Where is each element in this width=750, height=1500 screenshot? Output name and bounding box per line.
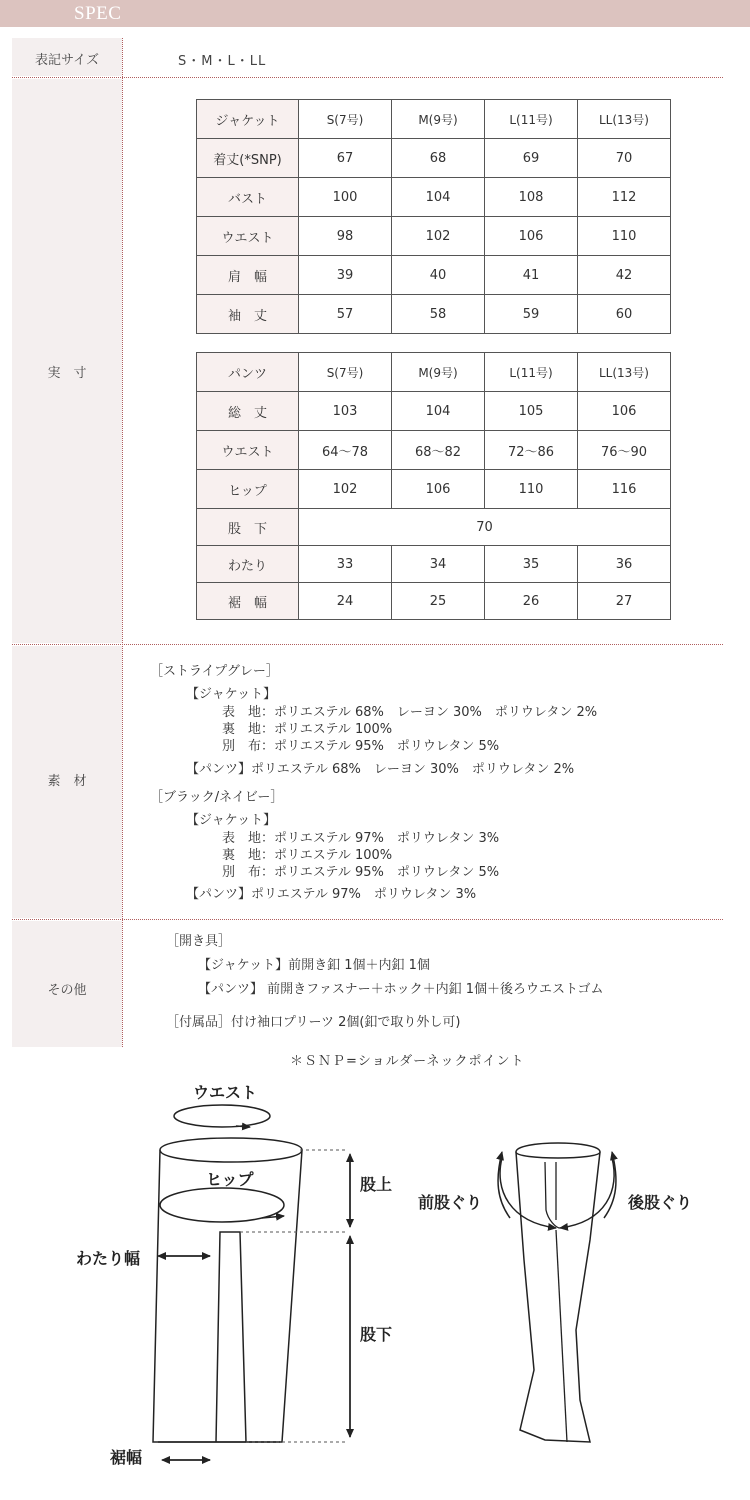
table-cell: 108 — [485, 178, 578, 217]
table-cell: 40 — [392, 256, 485, 295]
size-values: S・M・L・LL — [178, 54, 267, 69]
table-cell: 27 — [578, 583, 671, 620]
table-cell: 102 — [392, 217, 485, 256]
snp-note: ＊ＳＮＰ=ショルダーネックポイント — [290, 1054, 525, 1069]
table-cell: 25 — [392, 583, 485, 620]
other-heading: ［開き具］ — [166, 934, 232, 949]
hip-arrow-icon — [160, 1188, 284, 1222]
table-row — [197, 217, 671, 256]
actual-label: 実 寸 — [47, 366, 87, 381]
table-header-cell: S(7号) — [299, 100, 392, 139]
material-line: 【パンツ】ポリエステル 97% ポリウレタン 3% — [186, 887, 477, 902]
table-cell: 69 — [485, 139, 578, 178]
material-item-heading: 【ジャケット】 — [186, 813, 277, 828]
table-row — [197, 470, 671, 509]
table-cell: 26 — [485, 583, 578, 620]
table-cell: 59 — [485, 295, 578, 334]
back-rise-arrow-icon — [560, 1158, 614, 1228]
size-label-cell — [12, 38, 122, 76]
table-cell: 110 — [485, 470, 578, 509]
actual-label-cell — [12, 79, 122, 643]
table-cell: 36 — [578, 546, 671, 583]
other-label-cell — [12, 921, 122, 1047]
row-label: わたり — [197, 546, 299, 583]
material-item-heading: 【ジャケット】 — [186, 687, 277, 702]
table-cell: 104 — [392, 178, 485, 217]
waist-diagram-label: ウエスト — [193, 1083, 258, 1102]
pants-side-seam — [556, 1230, 567, 1442]
material-line: 表 地：ポリエステル 97% ポリウレタン 3% — [222, 831, 500, 846]
table-header-cell: パンツ — [197, 353, 299, 392]
front-rise-diagram-label: 前股ぐり — [418, 1193, 483, 1212]
row-label: バスト — [197, 178, 299, 217]
front-rise-arrow-icon — [498, 1152, 510, 1218]
table-cell: 72〜86 — [485, 431, 578, 470]
table-cell: 41 — [485, 256, 578, 295]
hem-diagram-label: 裾幅 — [110, 1448, 143, 1467]
other-line: 【パンツ】 前開きファスナー＋ホック＋内釦 1個＋後ろウエストゴム — [198, 982, 604, 997]
material-label: 素 材 — [47, 774, 87, 789]
material-line: 別 布：ポリエステル 95% ポリウレタン 5% — [222, 865, 500, 880]
table-row — [197, 295, 671, 334]
table-header-cell: M(9号) — [392, 353, 485, 392]
table-cell: 106 — [485, 217, 578, 256]
row-label: 総 丈 — [197, 392, 299, 431]
pants-waistband — [160, 1138, 302, 1162]
table-cell: 64〜78 — [299, 431, 392, 470]
table-cell: 100 — [299, 178, 392, 217]
row-label: 股 下 — [197, 509, 299, 546]
table-row — [197, 139, 671, 178]
vertical-divider — [122, 38, 123, 1047]
table-header-row — [197, 353, 671, 392]
table-row — [197, 583, 671, 620]
spec-header — [0, 0, 750, 27]
table-cell: 105 — [485, 392, 578, 431]
table-cell-merged: 70 — [299, 509, 671, 546]
pants-side-outline — [516, 1152, 600, 1442]
table-cell: 98 — [299, 217, 392, 256]
row-label: ウエスト — [197, 431, 299, 470]
table-cell: 116 — [578, 470, 671, 509]
rise-diagram-label: 股上 — [360, 1175, 393, 1194]
inseam-diagram-label: 股下 — [360, 1325, 393, 1344]
pants-table — [196, 352, 671, 620]
material-label-cell — [12, 646, 122, 918]
size-label: 表記サイズ — [35, 53, 99, 68]
pants-side-waistband — [516, 1143, 600, 1158]
row-label: ヒップ — [197, 470, 299, 509]
table-row — [197, 546, 671, 583]
table-cell: 106 — [392, 470, 485, 509]
back-rise-arrow-icon — [604, 1152, 616, 1218]
table-row — [197, 431, 671, 470]
table-cell: 68 — [392, 139, 485, 178]
table-cell: 34 — [392, 546, 485, 583]
table-cell: 112 — [578, 178, 671, 217]
pants-measurement-diagram — [0, 1070, 750, 1490]
waist-arrow-head — [236, 1126, 250, 1127]
back-rise-diagram-label: 後股ぐり — [628, 1193, 693, 1212]
row-label: 着丈(*SNP) — [197, 139, 299, 178]
table-cell: 70 — [578, 139, 671, 178]
table-cell: 68〜82 — [392, 431, 485, 470]
table-cell: 106 — [578, 392, 671, 431]
table-header-cell: LL(13号) — [578, 353, 671, 392]
table-cell: 33 — [299, 546, 392, 583]
divider — [12, 77, 723, 78]
row-label: 肩 幅 — [197, 256, 299, 295]
table-header-cell: S(7号) — [299, 353, 392, 392]
table-header-cell: L(11号) — [485, 100, 578, 139]
jacket-table — [196, 99, 671, 334]
table-header-cell: LL(13号) — [578, 100, 671, 139]
table-cell: 58 — [392, 295, 485, 334]
other-line: ［付属品］付け袖口プリーツ 2個(釦で取り外し可) — [166, 1015, 461, 1030]
table-cell: 35 — [485, 546, 578, 583]
material-color-heading: ［ストライプグレー］ — [150, 664, 279, 679]
table-cell: 76〜90 — [578, 431, 671, 470]
table-cell: 60 — [578, 295, 671, 334]
row-label: ウエスト — [197, 217, 299, 256]
table-cell: 102 — [299, 470, 392, 509]
table-header-cell: L(11号) — [485, 353, 578, 392]
table-cell: 103 — [299, 392, 392, 431]
material-line: 裏 地：ポリエステル 100% — [222, 848, 393, 863]
table-cell: 24 — [299, 583, 392, 620]
hip-arrow-head — [262, 1216, 284, 1218]
row-label: 裾 幅 — [197, 583, 299, 620]
material-line: 別 布：ポリエステル 95% ポリウレタン 5% — [222, 739, 500, 754]
thigh-diagram-label: わたり幅 — [76, 1249, 141, 1268]
front-rise-arrow-icon — [500, 1158, 556, 1228]
table-cell: 42 — [578, 256, 671, 295]
table-header-row — [197, 100, 671, 139]
table-row — [197, 256, 671, 295]
table-header-cell: M(9号) — [392, 100, 485, 139]
table-row — [197, 178, 671, 217]
material-color-heading: ［ブラック/ネイビー］ — [150, 790, 284, 805]
table-cell: 39 — [299, 256, 392, 295]
table-header-cell: ジャケット — [197, 100, 299, 139]
table-cell: 104 — [392, 392, 485, 431]
other-line: 【ジャケット】前開き釦 1個＋内釦 1個 — [198, 958, 430, 973]
spec-title: SPEC — [74, 3, 122, 24]
table-cell: 67 — [299, 139, 392, 178]
material-line: 裏 地：ポリエステル 100% — [222, 722, 393, 737]
hip-diagram-label: ヒップ — [206, 1170, 254, 1189]
table-cell: 57 — [299, 295, 392, 334]
other-label: その他 — [47, 983, 87, 998]
row-label: 袖 丈 — [197, 295, 299, 334]
waist-arrow-icon — [174, 1105, 270, 1127]
table-row — [197, 509, 671, 546]
table-row — [197, 392, 671, 431]
divider — [12, 644, 723, 645]
pants-side-fly — [545, 1162, 560, 1228]
material-line: 【パンツ】ポリエステル 68% レーヨン 30% ポリウレタン 2% — [186, 762, 575, 777]
divider — [12, 919, 723, 920]
table-cell: 110 — [578, 217, 671, 256]
material-line: 表 地：ポリエステル 68% レーヨン 30% ポリウレタン 2% — [222, 705, 598, 720]
